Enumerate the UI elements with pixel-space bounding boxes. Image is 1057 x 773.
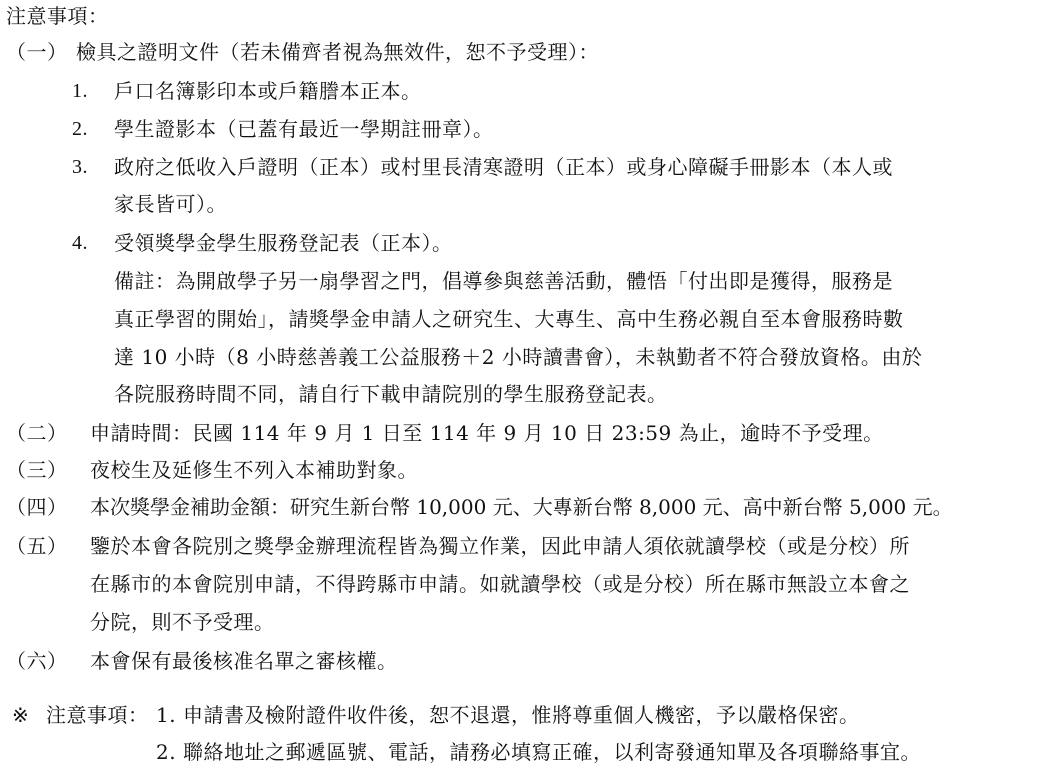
- section-4-text: 本次獎學金補助金額：研究生新台幣 10,000 元、大專新台幣 8,000 元、高中新台幣 5,000 元。: [90, 495, 953, 519]
- section-3-marker: （三）: [6, 458, 68, 482]
- item-2-number: 2.: [72, 118, 88, 140]
- reference-mark-icon: ※: [12, 703, 30, 727]
- note-line-4: 各院服務時間不同，請自行下載申請院別的學生服務登記表。: [114, 382, 668, 406]
- section-3-text: 夜校生及延修生不列入本補助對象。: [90, 458, 418, 482]
- footer-item-2: 2. 聯絡地址之郵遞區號、電話，請務必填寫正確，以利寄發通知單及各項聯絡事宜。: [156, 740, 921, 764]
- item-3-text-line-2: 家長皆可）。: [114, 192, 227, 216]
- item-3-text-line-1: 政府之低收入戶證明（正本）或村里長清寒證明（正本）或身心障礙手冊影本（本人或: [114, 155, 893, 179]
- footer-label: 注意事項：: [46, 703, 149, 727]
- note-line-1: 備註：為開啟學子另一扇學習之門，倡導參與慈善活動，體悟「付出即是獲得，服務是: [114, 269, 893, 293]
- note-line-2: 真正學習的開始」，請獎學金申請人之研究生、大專生、高中生務必親自至本會服務時數: [114, 307, 904, 331]
- section-5-marker: （五）: [6, 534, 68, 558]
- footer-item-1: 1. 申請書及檢附證件收件後，恕不退還，惟將尊重個人機密，予以嚴格保密。: [156, 703, 860, 727]
- note-line-3: 達 10 小時（8 小時慈善義工公益服務＋2 小時讀書會），未執勤者不符合發放資格。由於: [114, 345, 923, 369]
- section-2-text: 申請時間：民國 114 年 9 月 1 日至 114 年 9 月 10 日 23:59 為止，逾時不予受理。: [90, 421, 884, 445]
- item-1-number: 1.: [72, 80, 88, 102]
- section-4-marker: （四）: [6, 495, 68, 519]
- section-6-text: 本會保有最後核准名單之審核權。: [90, 649, 398, 673]
- item-3-number: 3.: [72, 156, 88, 178]
- section-1-title: 檢具之證明文件（若未備齊者視為無效件，恕不予受理）：: [76, 40, 599, 64]
- section-6-marker: （六）: [6, 649, 68, 673]
- section-5-line-2: 在縣市的本會院別申請，不得跨縣市申請。如就讀學校（或是分校）所在縣市無設立本會之: [90, 572, 910, 596]
- section-5-line-1: 鑒於本會各院別之獎學金辦理流程皆為獨立作業，因此申請人須依就讀學校（或是分校）所: [90, 534, 910, 558]
- item-1-text: 戶口名簿影印本或戶籍謄本正本。: [114, 79, 422, 103]
- item-4-text: 受領獎學金學生服務登記表（正本）。: [114, 231, 453, 255]
- page-heading: 注意事項：: [6, 4, 109, 28]
- section-5-line-3: 分院，則不予受理。: [90, 610, 275, 634]
- section-2-marker: （二）: [6, 421, 68, 445]
- item-2-text: 學生證影本（已蓋有最近一學期註冊章）。: [114, 117, 494, 141]
- item-4-number: 4.: [72, 232, 88, 254]
- section-1-marker: （一）: [6, 40, 68, 64]
